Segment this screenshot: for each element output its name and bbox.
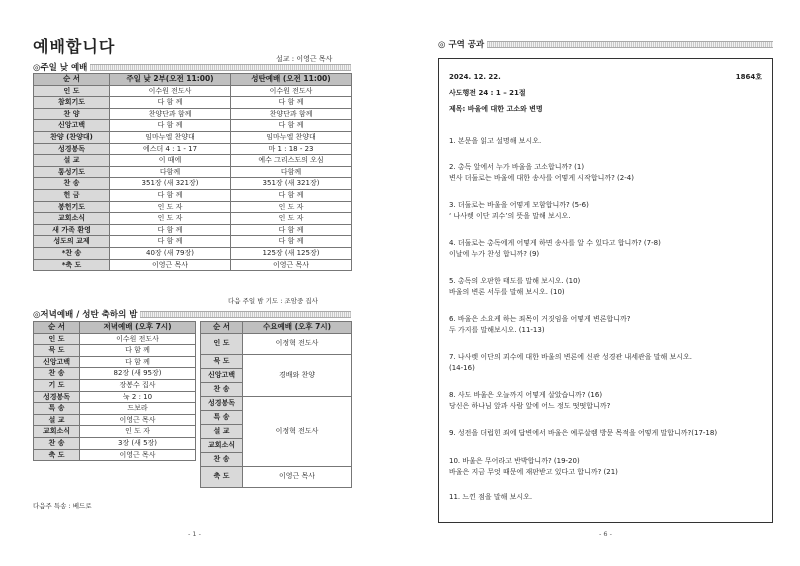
row-label: *축 도 [34,259,110,271]
lesson-subject: 제목: 바울에 대한 고소와 변명 [449,105,543,113]
row-label: 봉헌기도 [34,201,110,213]
row-label: 찬 양 [34,108,110,120]
column-header: 성탄예배 (오전 11:00) [231,74,352,86]
question-item: 11. 느낀 점을 말해 보시오. [449,493,533,501]
row-label: 성경봉독 [34,143,110,155]
table-row [34,345,196,357]
table-row [34,391,196,403]
issue-number: 1864호 [735,73,762,81]
table-row [34,143,352,155]
question-item: 9. 성전을 더럽힌 죄에 답변에서 바울은 예루살렘 방문 목적을 어떻게 말합니까?(17-18) [449,429,718,437]
question-item: 10. 바울은 무어라고 반박합니까? (19-20) [449,457,580,465]
wed-label: 설 교 [201,424,243,438]
row-label: 인 도 [34,85,110,97]
row-label: *찬 송 [34,247,110,259]
row-value: 351장 (새 321장) [110,178,231,190]
row-value: 이영근 목사 [231,259,352,271]
row-value: 이영근 목사 [80,414,196,426]
row-value: 다 함 께 [80,356,196,368]
row-value: 351장 (새 321장) [231,178,352,190]
question-subitem: ‘ 나사렛 이단 괴수’의 뜻을 말해 보시오. [449,212,571,220]
table-row [34,356,196,368]
row-value: 이영근 목사 [110,259,231,271]
row-value: 125장 (새 125장) [231,247,352,259]
wed-label: 교회소식 [201,438,243,452]
column-header: 주일 낮 2부(오전 11:00) [110,74,231,86]
question-item: 8. 사도 바울은 오늘까지 어떻게 살았습니까? (16) [449,391,603,399]
row-value: 찬양단과 함께 [110,108,231,120]
row-label: 축 도 [34,449,80,461]
row-value: 인 도 자 [110,201,231,213]
table-row [34,403,196,415]
row-value: 임마누엘 찬양대 [231,131,352,143]
row-value: 에스더 4 : 1 - 17 [110,143,231,155]
row-value: 이수원 전도사 [110,85,231,97]
table-row [34,97,352,109]
next-special-song: 다음주 특송 : 베드로 [33,502,92,510]
row-label: 찬 송 [34,368,80,380]
row-label: 헌 금 [34,189,110,201]
row-value: 3장 (새 5장) [80,437,196,449]
row-label: 교회소식 [34,213,110,225]
row-value: 인 도 자 [110,213,231,225]
question-item: 1. 본문을 읽고 설명해 보시오. [449,137,542,145]
row-value: 인 도 자 [80,426,196,438]
column-header: 순 서 [34,322,80,334]
wed-label: 인 도 [201,333,243,354]
row-value: 다 함 께 [80,345,196,357]
row-value: 이영근 목사 [80,449,196,461]
lesson-section-header [438,38,773,50]
row-label: 기 도 [34,379,80,391]
row-label: 특 송 [34,403,80,415]
table-row [34,201,352,213]
row-label: 설 교 [34,155,110,167]
preacher-label: 설교 : 이영근 목사 [276,55,333,63]
row-label: 인 도 [34,333,80,345]
table-row [34,414,196,426]
row-label: 성도의 교제 [34,236,110,248]
row-value: 장봉수 집사 [80,379,196,391]
table-row [34,259,352,271]
question-subitem: 두 가지를 말해보시오. (11-13) [449,326,545,334]
row-label: 교회소식 [34,426,80,438]
table-row [34,368,196,380]
table-row [34,166,352,178]
wed-label: 성경봉독 [201,396,243,410]
row-value: 다 함 께 [110,120,231,132]
left-page-number: - 1 - [188,530,201,538]
row-value: 다 함 께 [110,97,231,109]
sunday-section-header [33,61,351,73]
lesson-section-title: ◎ 구역 공과 [438,40,485,50]
table-row [34,379,196,391]
wed-label: 신앙고백 [201,368,243,382]
wed-value: 경배와 찬양 [243,354,352,396]
table-row [34,120,352,132]
row-value: 예수 그리스도의 오심 [231,155,352,167]
question-subitem: (14-16) [449,364,475,372]
row-value: 다 함 께 [231,236,352,248]
table-row [34,189,352,201]
row-value: 눅 2 : 10 [80,391,196,403]
lesson-date: 2024. 12. 22. [449,73,501,81]
row-value: 다 함 께 [231,97,352,109]
row-label: 성경봉독 [34,391,80,403]
question-item: 3. 더둘로는 바울을 어떻게 모함합니까? (5-6) [449,201,589,209]
question-item: 2. 총독 앞에서 누가 바울을 고소합니까? (1) [449,163,585,171]
row-label: 신앙고백 [34,356,80,368]
wed-label: 특 송 [201,410,243,424]
next-week-prayer: 다음 주일 밤 기도 : 조암중 집사 [228,297,318,305]
table-row [34,85,352,97]
row-value: 다 함 께 [110,236,231,248]
sunday-worship-table [33,73,352,271]
row-value: 드보라 [80,403,196,415]
table-row [34,108,352,120]
row-value: 다 함 께 [231,224,352,236]
table-row [34,333,196,345]
row-value: 이수원 전도사 [80,333,196,345]
table-row [34,213,352,225]
table-row [34,236,352,248]
row-label: 설 교 [34,414,80,426]
column-header: 수요예배 (오후 7시) [243,322,352,334]
table-row [34,155,352,167]
row-value: 다 함 께 [110,189,231,201]
row-label: 찬 송 [34,178,110,190]
row-label: 찬 송 [34,437,80,449]
row-value: 마 1 : 18 - 23 [231,143,352,155]
table-row [34,247,352,259]
wednesday-worship-table [200,321,352,488]
column-header: 순 서 [201,322,243,334]
row-value: 인 도 자 [231,213,352,225]
table-row [34,449,196,461]
question-item: 7. 나사렛 이단의 괴수에 대한 바울의 변론에 신관 성경관 내세관을 말해 보시오. [449,353,693,361]
row-value: 이수원 전도사 [231,85,352,97]
row-label: 통성기도 [34,166,110,178]
table-row [34,224,352,236]
question-subitem: 바울의 변론 서두를 말해 보시오. (10) [449,288,565,296]
table-row [34,131,352,143]
table-row [34,178,352,190]
wed-value: 이정혁 전도사 [243,333,352,354]
wed-value: 이영근 목사 [243,466,352,487]
row-value: 인 도 자 [231,201,352,213]
question-item: 6. 바울은 소요케 하는 죄목이 거짓임을 어떻게 변론합니까? [449,315,631,323]
row-value: 다 함 께 [231,189,352,201]
row-value: 임마누엘 찬양대 [110,131,231,143]
question-subitem: 당신은 하나님 앞과 사람 앞에 어느 정도 떳떳합니까? [449,402,611,410]
row-label: 묵 도 [34,345,80,357]
sunday-section-title: ◎주일 낮 예배 [33,63,88,73]
question-item: 4. 더둘로는 총독에게 어떻게 하면 송사를 알 수 있다고 합니까? (7-8) [449,239,661,247]
evening-section-title: ◎저녁예배 / 성탄 축하의 밤 [33,310,138,320]
wed-label: 찬 송 [201,452,243,466]
question-subitem: 바울은 지금 무엇 때문에 재판받고 있다고 합니까? (21) [449,468,618,476]
row-value: 찬양단과 함께 [231,108,352,120]
evening-worship-table [33,321,196,461]
row-label: 새 가족 환영 [34,224,110,236]
page-title: 예배합니다 [33,37,116,56]
row-value: 다 함 께 [231,120,352,132]
table-row [34,437,196,449]
row-label: 신앙고백 [34,120,110,132]
row-value: 82장 (새 95장) [80,368,196,380]
table-row [34,426,196,438]
column-header: 저녁예배 (오후 7시) [80,322,196,334]
lesson-box [438,58,773,523]
question-subitem: 이날에 누가 찬성 합니까? (9) [449,250,540,258]
row-value: 다함께 [110,166,231,178]
row-value: 다 함 께 [110,224,231,236]
evening-section-header [33,308,351,320]
row-label: 참회기도 [34,97,110,109]
wed-label: 묵 도 [201,354,243,368]
question-item: 5. 총독의 오판한 태도를 말해 보시오. (10) [449,277,581,285]
right-page-number: - 6 - [599,530,612,538]
row-value: 이 때에 [110,155,231,167]
row-value: 40장 (새 79장) [110,247,231,259]
wed-label: 찬 송 [201,382,243,396]
column-header: 순 서 [34,74,110,86]
wed-label: 축 도 [201,466,243,487]
row-value: 다함께 [231,166,352,178]
row-label: 찬양 (찬양대) [34,131,110,143]
question-subitem: 변사 더둘로는 바울에 대한 송사를 어떻게 시작합니까? (2-4) [449,174,634,182]
wed-value: 이정혁 전도사 [243,396,352,466]
scripture-reference: 사도행전 24 : 1 – 21절 [449,89,526,97]
